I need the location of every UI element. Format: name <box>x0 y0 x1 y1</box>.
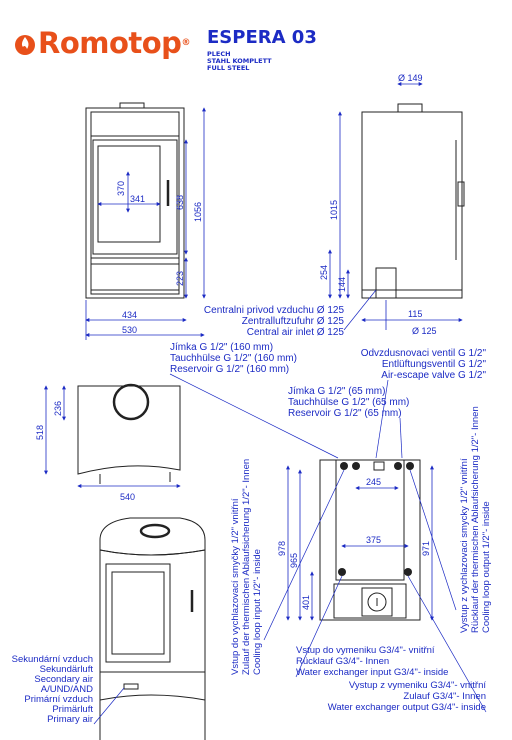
label-flue: Ø 149 <box>398 73 423 83</box>
front-top-vent <box>120 103 144 108</box>
air-label-2: Sekundärluft <box>39 664 93 675</box>
variant-label-cz: PLECH <box>207 50 231 58</box>
cooling-input-en: Cooling loop input 1/2"- inside <box>252 549 263 675</box>
cooling-output-en: Cooling loop output 1/2"- inside <box>481 501 492 633</box>
cooling-output-leader <box>410 470 456 610</box>
label-total-height: 1056 <box>193 201 203 222</box>
label-245: 245 <box>366 477 382 487</box>
air-regulation-callout <box>12 654 94 725</box>
immersion-160-en: Reservoir G 1/2" (160 mm) <box>170 364 290 375</box>
label-971: 971 <box>421 540 431 556</box>
side-view <box>362 104 464 298</box>
stove-door <box>106 564 170 662</box>
immersion-160-de: Tauchhülse G 1/2" (160 mm) <box>170 353 297 364</box>
air-escape-en: Air-escape valve G 1/2" <box>381 370 486 381</box>
variant-label-de: STAHL KOMPLETT <box>207 57 272 65</box>
exchanger-input-cz: Vstup do vymeniku G3/4"- vnitřní <box>296 645 435 656</box>
connector-immersion-160 <box>352 462 360 470</box>
immersion-160-cz: Jímka G 1/2" (160 mm) <box>170 342 274 353</box>
front-glass <box>98 146 160 242</box>
connector-exchanger-in <box>338 568 346 576</box>
rear-valve-block <box>374 462 384 470</box>
immersion-160-callout <box>170 342 297 375</box>
model-title: ESPERA 03 <box>207 27 317 48</box>
air-escape-cz: Odvzdusnovaci ventil G 1/2" <box>360 348 486 359</box>
cooling-input-cz: Vstup do vychlazovací smyčky 1/2" vnitřní <box>230 498 241 675</box>
front-dimensions <box>86 108 204 340</box>
variant-label-en: FULL STEEL <box>207 64 250 72</box>
air-inlet-de: Zentralluftzufuhr Ø 125 <box>241 316 344 327</box>
label-1015: 1015 <box>329 199 339 220</box>
stove-top-flue <box>141 525 169 537</box>
immersion-65-cz: Jímka G 1/2" (65 mm) <box>288 386 386 397</box>
exchanger-input-callout <box>296 645 448 678</box>
cooling-output-cz: Vystup z vychlazovaci smycky 1/2" vnitřní <box>459 458 470 633</box>
air-label-7: Primary air <box>47 714 93 725</box>
label-375: 375 <box>366 535 382 545</box>
top-flue-circle <box>114 385 148 419</box>
label-638: 638 <box>175 194 185 210</box>
cooling-input-leader <box>264 470 344 640</box>
air-inlet-en: Central air inlet Ø 125 <box>246 327 344 338</box>
registered-mark: ® <box>181 38 190 48</box>
exchanger-output-cz: Vystup z vymeniku G3/4"- vnitřní <box>348 680 486 691</box>
label-door-height: 370 <box>116 180 126 196</box>
exchanger-input-de: Rücklauf G3/4"- Innen <box>296 656 390 667</box>
side-air-inlet-box <box>376 268 396 298</box>
exchanger-input-en: Water exchanger input G3/4"- inside <box>296 667 449 678</box>
air-label-4: A/UND/AND <box>40 684 93 695</box>
air-escape-de: Entlüftungsventil G 1/2" <box>381 359 486 370</box>
side-flue-collar <box>398 104 422 112</box>
label-540: 540 <box>120 492 136 502</box>
label-518: 518 <box>35 424 45 440</box>
air-inlet-callout <box>204 305 345 338</box>
label-401: 401 <box>301 594 311 610</box>
label-434: 434 <box>122 310 138 320</box>
brand-name: Romotop <box>38 26 182 60</box>
top-body-outline <box>78 386 180 474</box>
exchanger-output-callout <box>328 680 487 713</box>
label-144: 144 <box>337 276 347 292</box>
air-regulation-leader <box>94 688 124 724</box>
label-width: 530 <box>122 325 138 335</box>
label-236: 236 <box>53 400 63 416</box>
connector-exchanger-out <box>404 568 412 576</box>
immersion-65-de: Tauchhülse G 1/2" (65 mm) <box>288 397 410 408</box>
stove-air-slider <box>124 684 138 689</box>
label-115: 115 <box>408 309 423 319</box>
cooling-input-callout <box>230 459 263 675</box>
stove-side-edges <box>100 550 205 740</box>
cooling-output-de: Rücklauf der thermischen Ablaufsicherung 1/2"- Innen <box>470 406 481 633</box>
exchanger-output-en: Water exchanger output G3/4"- inside <box>327 702 486 713</box>
immersion-65-callout <box>288 386 409 419</box>
label-978: 978 <box>277 540 287 556</box>
air-inlet-cz: Centralni privod vzduchu Ø 125 <box>203 305 344 316</box>
label-254: 254 <box>319 264 329 280</box>
connector-cooling-out <box>406 462 414 470</box>
label-965: 965 <box>289 552 299 568</box>
connector-immersion-65 <box>394 462 402 470</box>
air-label-5: Primární vzduch <box>24 694 93 705</box>
side-handle <box>458 182 464 206</box>
label-door-width: 341 <box>130 194 146 204</box>
immersion-65-leader <box>400 418 402 458</box>
immersion-65-en: Reservoir G 1/2" (65 mm) <box>288 408 402 419</box>
cooling-input-de: Zulauf der thermischen Ablaufsicherung 1/2"- Innen <box>241 458 252 675</box>
label-inlet: Ø 125 <box>412 326 437 336</box>
connector-cooling-in <box>340 462 348 470</box>
stove-glass <box>112 572 164 654</box>
stove-3d-view <box>100 518 205 740</box>
top-view <box>78 385 180 484</box>
side-body-outline <box>362 112 462 298</box>
exchanger-output-de: Zulauf G3/4"- Innen <box>403 691 486 702</box>
air-label-1: Sekundární vzduch <box>11 654 93 665</box>
air-escape-callout <box>361 348 487 381</box>
rear-exchanger-box <box>334 584 406 618</box>
cooling-output-callout <box>459 406 492 633</box>
stove-cap-edge <box>100 550 205 555</box>
air-inlet-leader <box>344 290 376 330</box>
air-label-3: Secondary air <box>34 674 93 685</box>
air-label-6: Primärluft <box>52 704 93 715</box>
label-223: 223 <box>175 270 185 286</box>
